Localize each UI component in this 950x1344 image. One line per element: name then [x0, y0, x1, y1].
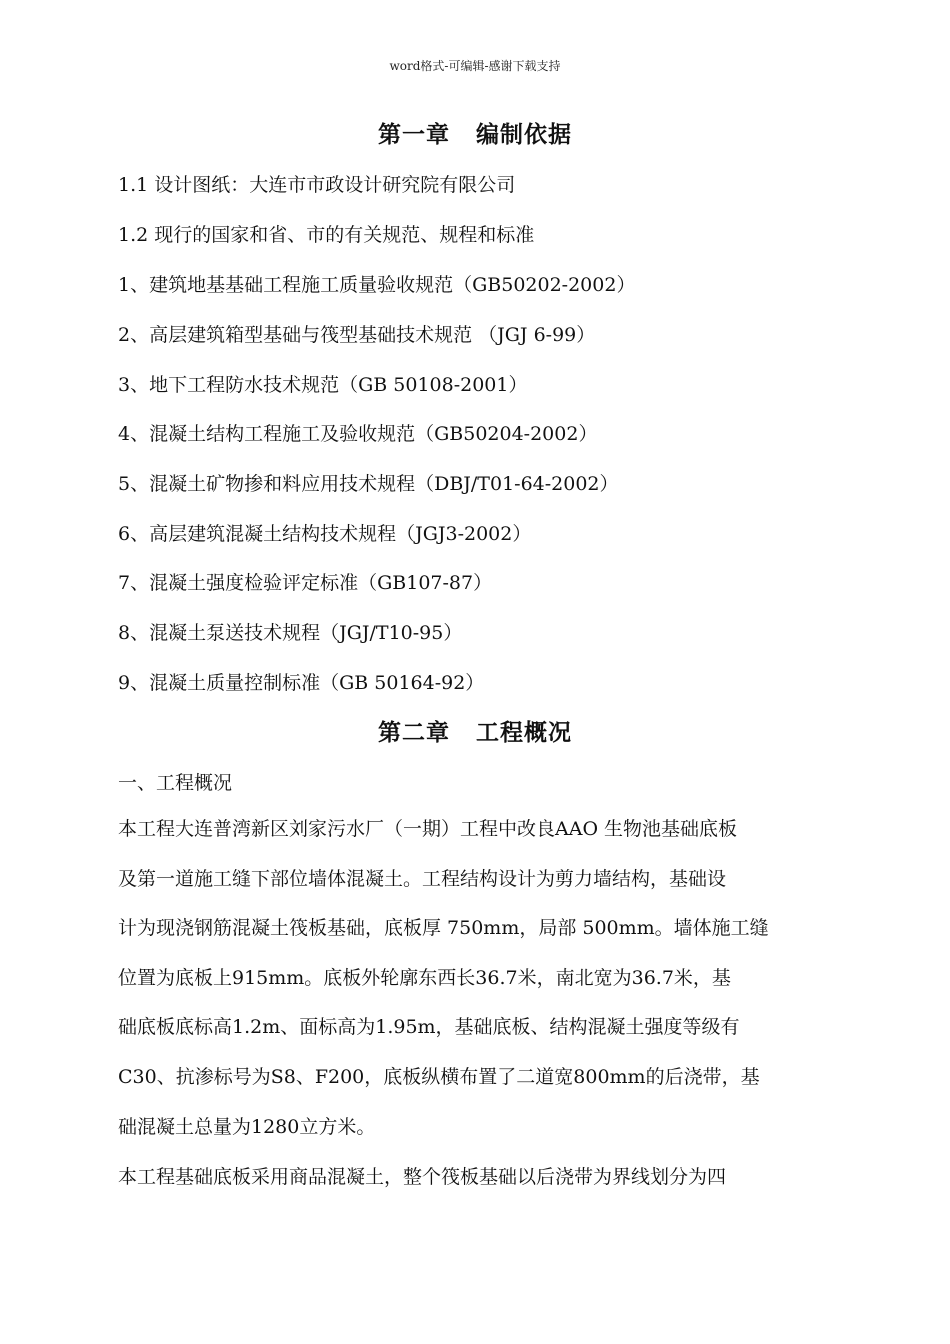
standard-item: 1、建筑地基基础工程施工质量验收规范（GB50202-2002）: [118, 274, 636, 296]
paragraph-line: 位置为底板上915mm。底板外轮廓东西长36.7米，南北宽为36.7米，基: [118, 966, 731, 989]
chapter-2-title: 工程概况: [476, 720, 572, 746]
paragraph-line: C30、抗渗标号为S8、F200，底板纵横布置了二道宽800mm的后浇带，基: [118, 1065, 760, 1088]
standard-item: 4、混凝土结构工程施工及验收规范（GB50204-2002）: [118, 423, 598, 445]
overview-paragraph-2: [118, 1153, 834, 1203]
standard-item: 8、混凝土泵送技术规程（JGJ/T10-95）: [118, 622, 463, 644]
paragraph-line: 计为现浇钢筋混凝土筏板基础，底板厚 750mm，局部 500mm。墙体施工缝: [118, 917, 769, 940]
paragraph-line: 及第一道施工缝下部位墙体混凝土。工程结构设计为剪力墙结构，基础设: [118, 867, 727, 890]
header-note: word格式-可编辑-感谢下载支持: [389, 59, 561, 73]
paragraph-line: 本工程大连普湾新区刘家污水厂（一期）工程中改良AAO 生物池基础底板: [118, 818, 738, 840]
standard-item: 3、地下工程防水技术规范（GB 50108-2001）: [118, 374, 528, 396]
chapter-1-title: 编制依据: [476, 122, 572, 148]
paragraph-line: 础底板底标高1.2m、面标高为1.95m，基础底板、结构混凝土强度等级有: [118, 1016, 740, 1039]
overview-paragraph-1: [118, 805, 834, 1152]
chapter-2-number: 第二章: [378, 720, 450, 746]
chapter-1-number: 第一章: [378, 122, 450, 148]
standard-item: 6、高层建筑混凝土结构技术规程（JGJ3-2002）: [118, 523, 532, 545]
chapter-1-heading: [0, 116, 950, 149]
standard-item: 5、混凝土矿物掺和料应用技术规程（DBJ/T01-64-2002）: [118, 473, 619, 495]
chapter-2-heading: [0, 714, 950, 747]
standard-item: 9、混凝土质量控制标准（GB 50164-92）: [118, 672, 485, 694]
section-heading: 一、工程概况: [118, 772, 233, 794]
paragraph-line: 本工程基础底板采用商品混凝土，整个筏板基础以后浇带为界线划分为四: [118, 1166, 727, 1188]
paragraph-line: 础混凝土总量为1280立方米。: [118, 1115, 376, 1138]
basis-item-1-2: 1.2 现行的国家和省、市的有关规范、规程和标准: [118, 224, 535, 246]
standard-item: 2、高层建筑箱型基础与筏型基础技术规范 （JGJ 6-99）: [118, 324, 596, 346]
basis-item-1-1: 1.1 设计图纸：大连市市政设计研究院有限公司: [118, 174, 516, 196]
standard-item: 7、混凝土强度检验评定标准（GB107-87）: [118, 572, 493, 594]
